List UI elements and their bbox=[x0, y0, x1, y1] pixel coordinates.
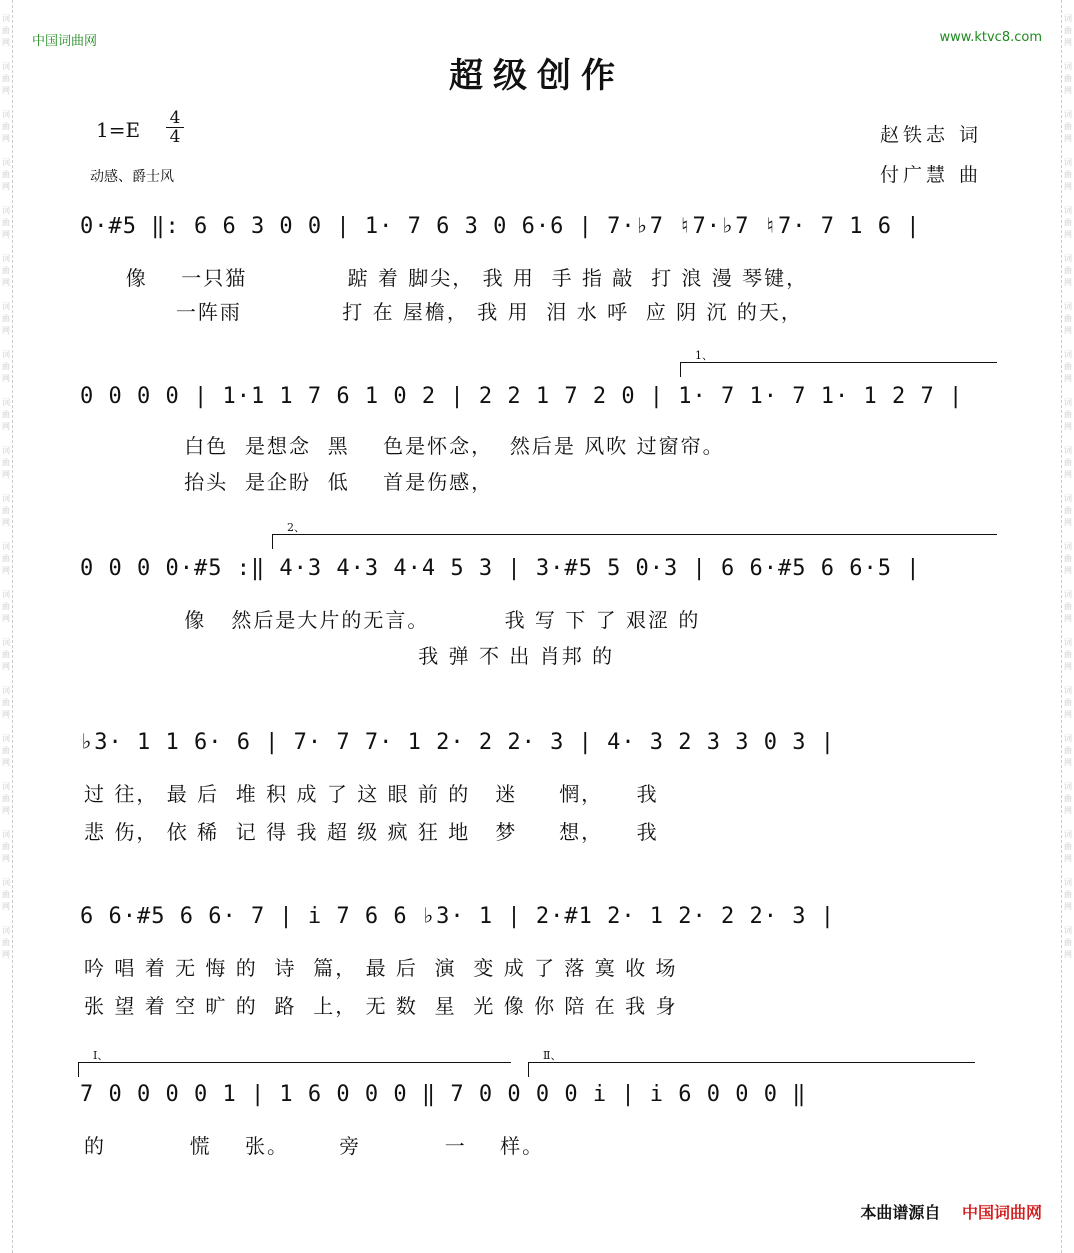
site-name-left[interactable]: 中国词曲网 bbox=[32, 34, 98, 49]
lyric-row-3-verse-1: 像 然后是大片的无言。 我 写 下 了 艰涩 的 bbox=[84, 608, 701, 632]
time-bottom: 4 bbox=[169, 127, 181, 147]
watermark-char: 曲 bbox=[2, 74, 10, 83]
watermark-char: 词 bbox=[2, 734, 10, 743]
watermark-char: 曲 bbox=[2, 746, 10, 755]
watermark-char: 网 bbox=[1064, 326, 1072, 335]
time-signature bbox=[166, 110, 184, 145]
score-row-2: 0 0 0 0 | 1·1 1 7 6 1 0 2 | 2 2 1 7 2 0 | 1· 7 1· 7 1· 1 2 7 | bbox=[80, 384, 964, 409]
watermark-char: 网 bbox=[2, 854, 10, 863]
watermark-char: 网 bbox=[1064, 374, 1072, 383]
watermark-group bbox=[0, 254, 12, 288]
watermark-char: 词 bbox=[2, 494, 10, 503]
watermark-char: 曲 bbox=[2, 122, 10, 131]
watermark-char: 词 bbox=[2, 14, 10, 23]
watermark-group bbox=[1062, 782, 1074, 816]
watermark-char: 网 bbox=[1064, 278, 1072, 287]
watermark-char: 词 bbox=[2, 542, 10, 551]
watermark-group bbox=[0, 686, 12, 720]
watermark-group bbox=[0, 782, 12, 816]
site-url-right[interactable]: www.ktvc8.com bbox=[939, 30, 1042, 45]
watermark-group bbox=[1062, 734, 1074, 768]
watermark-group bbox=[1062, 878, 1074, 912]
watermark-char: 网 bbox=[2, 374, 10, 383]
watermark-char: 词 bbox=[1064, 110, 1072, 119]
score-row-5: 6 6·#5 6 6· 7 | i 7 6 6 ♭3· 1 | 2·#1 2· 1 2· 2 2· 3 | bbox=[80, 904, 835, 929]
watermark-char: 词 bbox=[1064, 542, 1072, 551]
watermark-char: 网 bbox=[1064, 86, 1072, 95]
watermark-char: 曲 bbox=[2, 362, 10, 371]
watermark-char: 网 bbox=[1064, 38, 1072, 47]
lyric-row-2-verse-1: 白色 是想念 黑 色是怀念， 然后是 风吹 过窗帘。 bbox=[84, 434, 725, 458]
watermark-group bbox=[0, 926, 12, 960]
watermark-char: 词 bbox=[2, 926, 10, 935]
volta-bracket-1: 1、 bbox=[680, 362, 997, 377]
lyric-row-1-verse-2: 一阵雨 打 在 屋檐， 我 用 泪 水 呼 应 阴 沉 的天， bbox=[84, 300, 803, 324]
watermark-char: 曲 bbox=[2, 842, 10, 851]
lyric-row-5-verse-2: 张 望 着 空 旷 的 路 上， 无 数 星 光 像 你 陪 在 我 身 bbox=[84, 994, 678, 1018]
watermark-group bbox=[0, 398, 12, 432]
watermark-char: 词 bbox=[1064, 62, 1072, 71]
lyric-row-2-verse-2: 抬头 是企盼 低 首是伤感， bbox=[84, 470, 494, 494]
key-signature: 1=E bbox=[96, 118, 141, 142]
watermark-char: 词 bbox=[1064, 350, 1072, 359]
watermark-char: 网 bbox=[1064, 902, 1072, 911]
watermark-char: 词 bbox=[1064, 398, 1072, 407]
watermark-group bbox=[0, 830, 12, 864]
watermark-char: 网 bbox=[1064, 662, 1072, 671]
watermark-group bbox=[1062, 926, 1074, 960]
watermark-group bbox=[0, 110, 12, 144]
watermark-char: 词 bbox=[1064, 302, 1072, 311]
watermark-char: 词 bbox=[1064, 494, 1072, 503]
watermark-char: 词 bbox=[2, 446, 10, 455]
watermark-char: 曲 bbox=[2, 602, 10, 611]
watermark-group bbox=[0, 734, 12, 768]
watermark-char: 曲 bbox=[1064, 410, 1072, 419]
source-link[interactable]: 中国词曲网 bbox=[961, 1203, 1042, 1222]
watermark-group bbox=[0, 158, 12, 192]
watermark-char: 网 bbox=[2, 902, 10, 911]
watermark-group bbox=[0, 590, 12, 624]
left-watermark-strip bbox=[0, 0, 13, 1253]
watermark-group bbox=[0, 206, 12, 240]
watermark-char: 曲 bbox=[1064, 698, 1072, 707]
watermark-char: 网 bbox=[2, 230, 10, 239]
watermark-group bbox=[0, 638, 12, 672]
watermark-char: 曲 bbox=[1064, 650, 1072, 659]
watermark-group bbox=[1062, 302, 1074, 336]
composer-credit: 付广慧 曲 bbox=[879, 164, 982, 186]
watermark-char: 网 bbox=[1064, 950, 1072, 959]
watermark-group bbox=[0, 446, 12, 480]
watermark-group bbox=[1062, 110, 1074, 144]
lyricist-credit: 赵铁志 词 bbox=[879, 124, 982, 146]
score-row-3: 0 0 0 0·#5 :‖ 4·3 4·3 4·4 5 3 | 3·#5 5 0·3 | 6 6·#5 6 6·5 | bbox=[80, 556, 921, 581]
lyric-row-6: 的 慌 张。 旁 一 样。 bbox=[84, 1134, 545, 1158]
watermark-char: 网 bbox=[1064, 422, 1072, 431]
song-title: 超级创作 bbox=[449, 56, 625, 96]
watermark-group bbox=[0, 14, 12, 48]
watermark-char: 网 bbox=[2, 134, 10, 143]
lyric-row-1-verse-1: 像 一只猫 踮 着 脚尖， 我 用 手 指 敲 打 浪 漫 琴键， bbox=[84, 266, 809, 290]
watermark-group bbox=[0, 542, 12, 576]
watermark-char: 词 bbox=[1064, 254, 1072, 263]
watermark-char: 词 bbox=[1064, 686, 1072, 695]
watermark-char: 曲 bbox=[2, 650, 10, 659]
watermark-char: 网 bbox=[2, 422, 10, 431]
watermark-char: 曲 bbox=[2, 266, 10, 275]
watermark-group bbox=[0, 878, 12, 912]
watermark-char: 词 bbox=[1064, 14, 1072, 23]
watermark-char: 词 bbox=[1064, 926, 1072, 935]
watermark-char: 网 bbox=[2, 326, 10, 335]
watermark-char: 网 bbox=[1064, 614, 1072, 623]
watermark-char: 曲 bbox=[1064, 266, 1072, 275]
watermark-char: 网 bbox=[1064, 566, 1072, 575]
watermark-char: 曲 bbox=[1064, 74, 1072, 83]
watermark-char: 曲 bbox=[2, 890, 10, 899]
watermark-char: 词 bbox=[1064, 206, 1072, 215]
watermark-char: 曲 bbox=[1064, 794, 1072, 803]
watermark-char: 词 bbox=[1064, 782, 1072, 791]
watermark-char: 网 bbox=[1064, 230, 1072, 239]
watermark-char: 词 bbox=[2, 254, 10, 263]
watermark-char: 网 bbox=[2, 182, 10, 191]
watermark-char: 词 bbox=[2, 878, 10, 887]
watermark-char: 词 bbox=[2, 350, 10, 359]
volta-bracket-ending-2: Ⅱ、 bbox=[528, 1062, 975, 1077]
watermark-char: 曲 bbox=[2, 170, 10, 179]
lyric-row-4-verse-1: 过 往， 最 后 堆 积 成 了 这 眼 前 的 迷 惘， 我 bbox=[84, 782, 659, 806]
watermark-char: 网 bbox=[1064, 710, 1072, 719]
watermark-char: 网 bbox=[1064, 806, 1072, 815]
watermark-char: 网 bbox=[2, 710, 10, 719]
watermark-group bbox=[1062, 206, 1074, 240]
watermark-char: 曲 bbox=[1064, 314, 1072, 323]
watermark-group bbox=[1062, 398, 1074, 432]
lyric-row-3-verse-2: 我 弹 不 出 肖邦 的 bbox=[84, 644, 615, 668]
watermark-group bbox=[1062, 350, 1074, 384]
watermark-group bbox=[1062, 590, 1074, 624]
watermark-char: 词 bbox=[2, 302, 10, 311]
watermark-char: 网 bbox=[2, 806, 10, 815]
watermark-char: 网 bbox=[2, 566, 10, 575]
watermark-char: 网 bbox=[1064, 182, 1072, 191]
watermark-char: 曲 bbox=[2, 314, 10, 323]
watermark-char: 词 bbox=[2, 686, 10, 695]
watermark-char: 曲 bbox=[1064, 602, 1072, 611]
watermark-char: 网 bbox=[1064, 758, 1072, 767]
watermark-char: 词 bbox=[1064, 446, 1072, 455]
watermark-char: 曲 bbox=[1064, 170, 1072, 179]
watermark-char: 词 bbox=[2, 398, 10, 407]
watermark-group bbox=[1062, 638, 1074, 672]
watermark-char: 网 bbox=[1064, 854, 1072, 863]
score-row-1: 0·#5 ‖: 6 6 3 0 0 | 1· 7 6 3 0 6·6 | 7·♭7 ♮7·♭7 ♮7· 7 1 6 | bbox=[80, 214, 921, 239]
watermark-char: 网 bbox=[2, 758, 10, 767]
watermark-char: 词 bbox=[1064, 158, 1072, 167]
watermark-char: 曲 bbox=[2, 218, 10, 227]
watermark-char: 曲 bbox=[2, 506, 10, 515]
volta-bracket-2: 2、 bbox=[272, 534, 997, 549]
score-row-6: 7 0 0 0 0 1 | 1 6 0 0 0 ‖ 7 0 0 0 0 i | i 6 0 0 0 ‖ bbox=[80, 1082, 807, 1107]
watermark-group bbox=[0, 350, 12, 384]
watermark-char: 曲 bbox=[1064, 746, 1072, 755]
watermark-char: 词 bbox=[2, 638, 10, 647]
watermark-char: 词 bbox=[2, 590, 10, 599]
watermark-char: 词 bbox=[1064, 734, 1072, 743]
time-top: 4 bbox=[169, 108, 181, 128]
watermark-char: 曲 bbox=[2, 458, 10, 467]
watermark-char: 词 bbox=[2, 830, 10, 839]
watermark-char: 曲 bbox=[1064, 218, 1072, 227]
watermark-char: 曲 bbox=[2, 554, 10, 563]
watermark-group bbox=[1062, 158, 1074, 192]
watermark-char: 曲 bbox=[2, 410, 10, 419]
watermark-char: 曲 bbox=[1064, 506, 1072, 515]
watermark-char: 词 bbox=[2, 782, 10, 791]
watermark-char: 网 bbox=[2, 518, 10, 527]
watermark-char: 词 bbox=[1064, 878, 1072, 887]
source-footer bbox=[860, 1200, 1042, 1223]
watermark-char: 曲 bbox=[2, 26, 10, 35]
watermark-char: 曲 bbox=[1064, 26, 1072, 35]
source-label: 本曲谱源自 bbox=[860, 1203, 941, 1222]
watermark-char: 网 bbox=[2, 470, 10, 479]
watermark-char: 曲 bbox=[1064, 842, 1072, 851]
score-row-4: ♭3· 1 1 6· 6 | 7· 7 7· 1 2· 2 2· 3 | 4· 3 2 3 3 0 3 | bbox=[80, 730, 835, 755]
watermark-char: 网 bbox=[2, 950, 10, 959]
watermark-char: 词 bbox=[2, 158, 10, 167]
watermark-char: 网 bbox=[1064, 470, 1072, 479]
watermark-char: 曲 bbox=[1064, 554, 1072, 563]
watermark-group bbox=[1062, 14, 1074, 48]
watermark-group bbox=[1062, 542, 1074, 576]
watermark-char: 网 bbox=[2, 614, 10, 623]
watermark-char: 词 bbox=[1064, 830, 1072, 839]
style-note: 动感、爵士风 bbox=[90, 169, 174, 185]
volta-bracket-ending-1: Ⅰ、 bbox=[78, 1062, 511, 1077]
watermark-char: 曲 bbox=[1064, 122, 1072, 131]
watermark-char: 词 bbox=[2, 206, 10, 215]
watermark-char: 曲 bbox=[1064, 890, 1072, 899]
watermark-char: 词 bbox=[1064, 638, 1072, 647]
watermark-char: 曲 bbox=[1064, 362, 1072, 371]
watermark-char: 网 bbox=[2, 278, 10, 287]
watermark-group bbox=[0, 494, 12, 528]
watermark-group bbox=[1062, 494, 1074, 528]
lyric-row-4-verse-2: 悲 伤， 依 稀 记 得 我 超 级 疯 狂 地 梦 想， 我 bbox=[84, 820, 659, 844]
watermark-char: 曲 bbox=[1064, 458, 1072, 467]
watermark-group bbox=[0, 302, 12, 336]
watermark-group bbox=[1062, 254, 1074, 288]
watermark-group bbox=[1062, 830, 1074, 864]
right-watermark-strip bbox=[1061, 0, 1074, 1253]
watermark-group bbox=[1062, 686, 1074, 720]
watermark-char: 网 bbox=[1064, 134, 1072, 143]
watermark-char: 词 bbox=[2, 62, 10, 71]
watermark-char: 词 bbox=[1064, 590, 1072, 599]
lyric-row-5-verse-1: 吟 唱 着 无 悔 的 诗 篇， 最 后 演 变 成 了 落 寞 收 场 bbox=[84, 956, 678, 980]
watermark-char: 曲 bbox=[2, 698, 10, 707]
watermark-char: 网 bbox=[1064, 518, 1072, 527]
watermark-char: 词 bbox=[2, 110, 10, 119]
watermark-char: 网 bbox=[2, 86, 10, 95]
watermark-char: 曲 bbox=[2, 794, 10, 803]
watermark-char: 网 bbox=[2, 38, 10, 47]
watermark-char: 曲 bbox=[1064, 938, 1072, 947]
watermark-char: 网 bbox=[2, 662, 10, 671]
watermark-char: 曲 bbox=[2, 938, 10, 947]
watermark-group bbox=[1062, 446, 1074, 480]
